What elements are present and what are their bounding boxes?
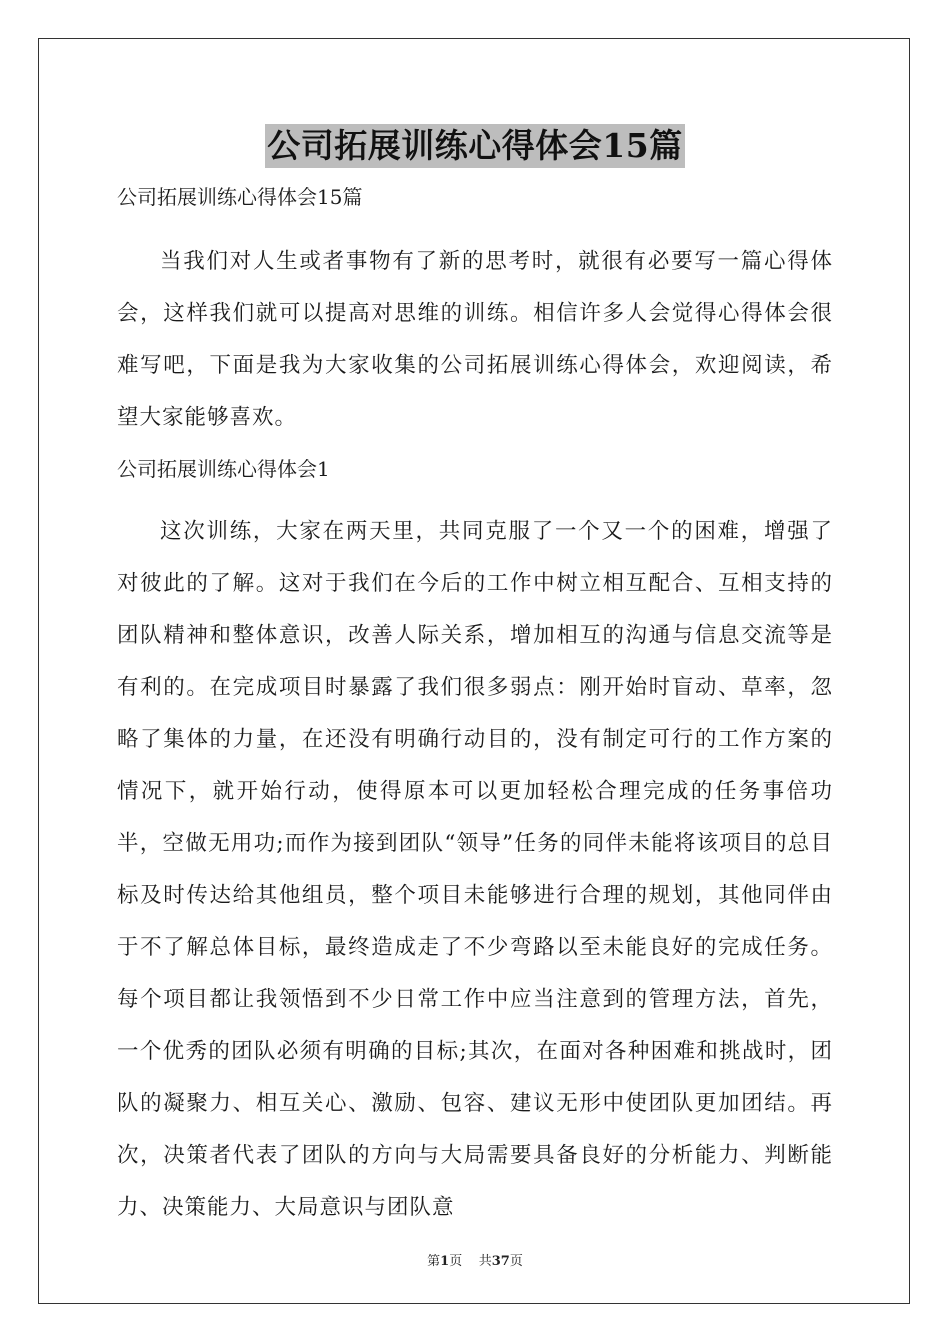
document-subtitle: 公司拓展训练心得体会15篇	[117, 185, 363, 209]
document-body	[117, 124, 833, 1234]
page-suffix: 页	[449, 1254, 463, 1269]
section-paragraph: 这次训练，大家在两天里，共同克服了一个又一个的困难，增强了对彼此的了解。这对于我们在今后的工作中树立相互配合、互相支持的团队精神和整体意识，改善人际关系，增加相互的沟通与信息交流等是有利的。在完成项目时暴露了我们很多弱点：刚开始时盲动、草率，忽略了集体的力量，在还没有明确行动目的，没有制定可行的工作方案的情况下，就开始行动，使得原本可以更加轻松合理完成的任务事倍功半，空做无用功;而作为接到团队“领导”任务的同伴未能将该项目的总目标及时传达给其他组员，整个项目未能够进行合理的规划，其他同伴由于不了解总体目标，最终造成走了不少弯路以至未能良好的完成任务。每个项目都让我领悟到不少日常工作中应当注意到的管理方法，首先，一个优秀的团队必须有明确的目标;其次，在面对各种困难和挑战时，团队的凝聚力、相互关心、激励、包容、建议无形中使团队更加团结。再次，决策者代表了团队的方向与大局需要具备良好的分析能力、判断能力、决策能力、大局意识与团队意	[117, 519, 833, 1220]
page-footer	[0, 1250, 950, 1269]
document-title: 公司拓展训练心得体会15篇	[265, 124, 684, 168]
page-prefix: 第	[427, 1254, 441, 1269]
title-wrapper	[117, 124, 833, 168]
page-number: 1	[440, 1254, 450, 1269]
total-suffix: 页	[509, 1254, 523, 1269]
total-prefix: 共	[478, 1254, 492, 1269]
section-heading: 公司拓展训练心得体会1	[117, 457, 330, 481]
intro-paragraph: 当我们对人生或者事物有了新的思考时，就很有必要写一篇心得体会，这样我们就可以提高对思维的训练。相信许多人会觉得心得体会很难写吧，下面是我为大家收集的公司拓展训练心得体会，欢迎阅读，希望大家能够喜欢。	[117, 249, 833, 430]
total-pages: 37	[491, 1254, 510, 1269]
